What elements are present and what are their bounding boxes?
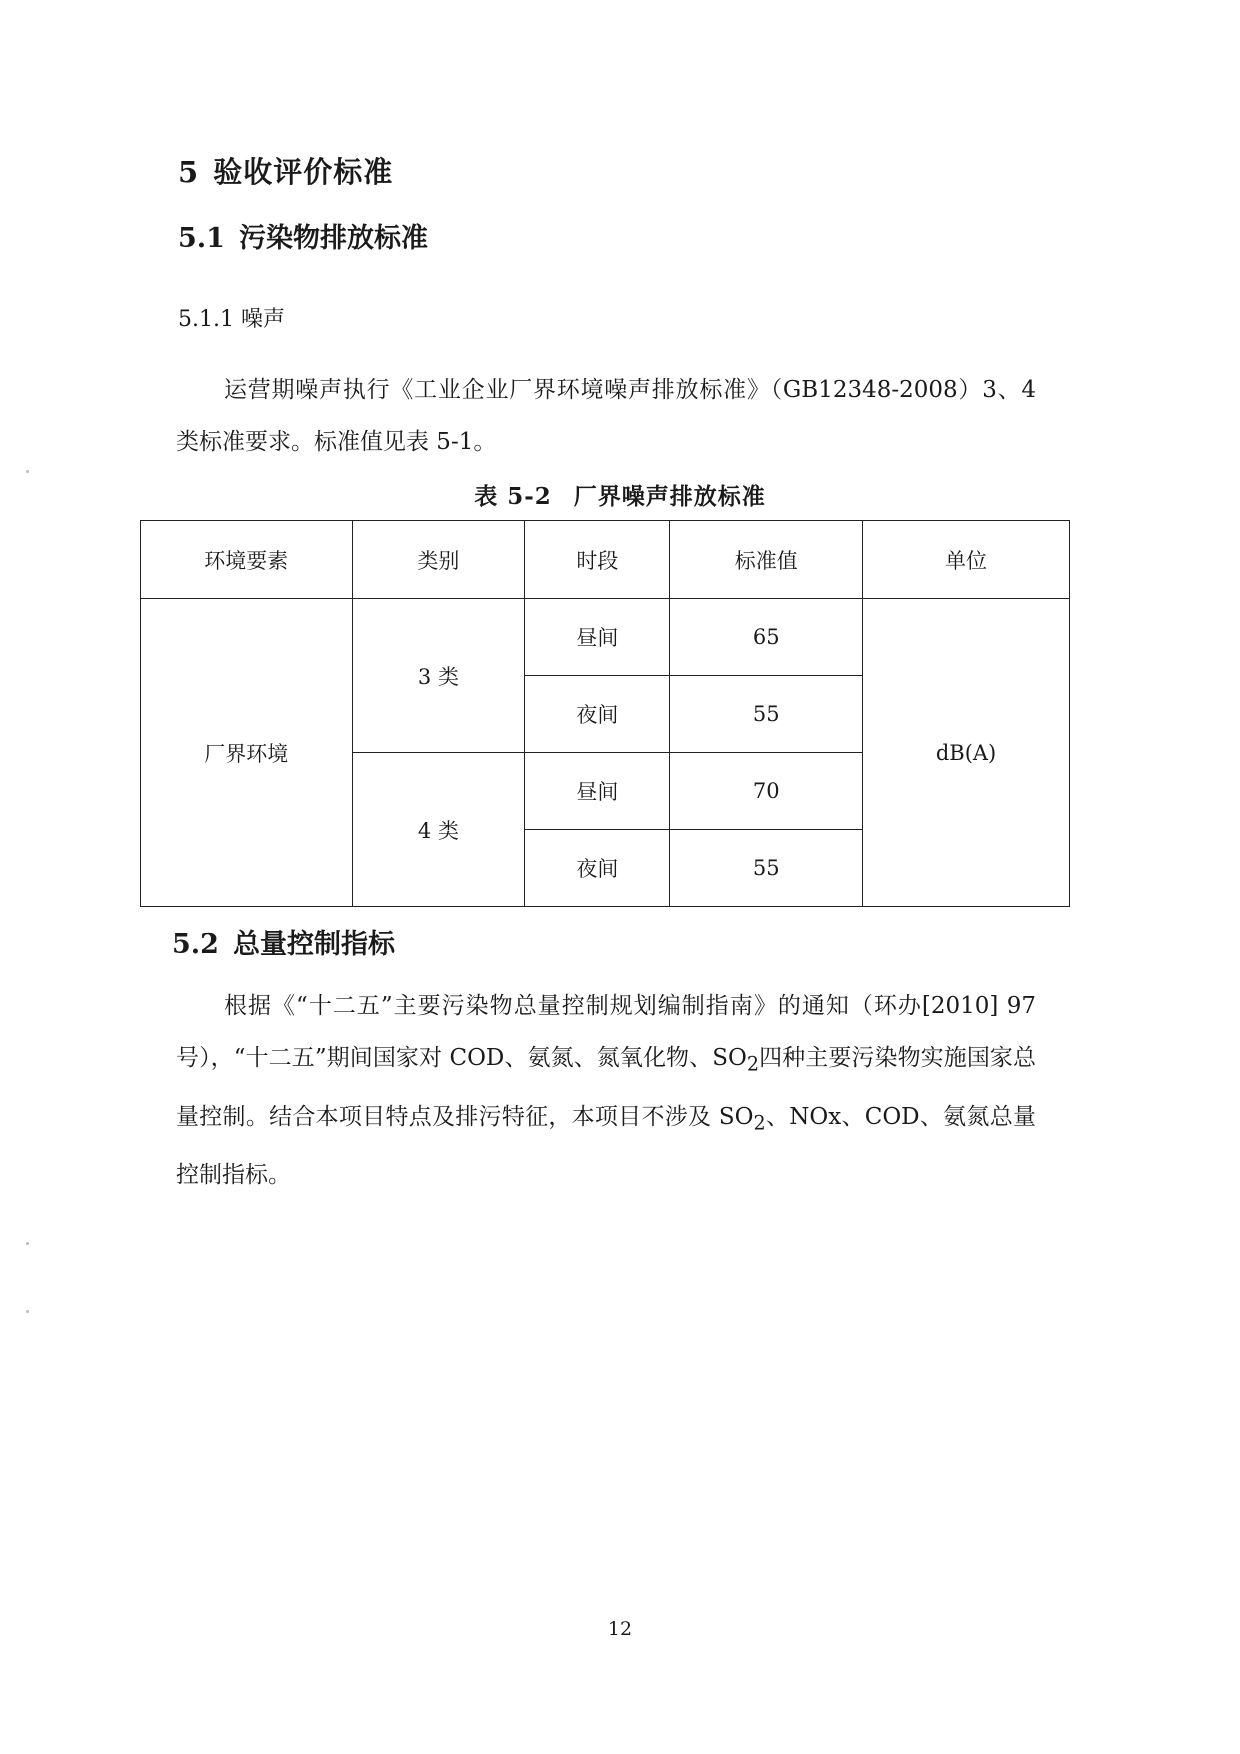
header-cell-unit: 单位 xyxy=(863,521,1070,599)
header-cell-category: 类别 xyxy=(352,521,525,599)
subsection-heading-5-1-1: 5.1.1 噪声 xyxy=(178,307,285,332)
cell-value: 70 xyxy=(670,753,863,830)
subscript: 2 xyxy=(753,1111,766,1135)
page-number: 12 xyxy=(607,1618,633,1640)
header-cell-value: 标准值 xyxy=(670,521,863,599)
cell-period: 夜间 xyxy=(525,676,670,753)
subscript: 2 xyxy=(746,1052,760,1076)
cell-period: 昼间 xyxy=(525,599,670,676)
cell-value: 65 xyxy=(670,599,863,676)
paragraph-text: 四种主要污染物实施国家总量控制。结合本项目特点及排污特征，本项目不涉及 SO xyxy=(176,1045,1036,1130)
chapter-number: 5 xyxy=(178,155,200,189)
total-control-paragraph xyxy=(176,980,1036,1201)
table-caption-number: 表 5-2 xyxy=(474,483,552,510)
cell-value: 55 xyxy=(670,676,863,753)
cell-unit: dB(A) xyxy=(863,599,1070,907)
chapter-heading xyxy=(178,150,393,191)
chapter-title: 验收评价标准 xyxy=(213,155,394,189)
section-number: 5.1 xyxy=(178,223,225,254)
paragraph-text: 、NOx、COD、氨氮总量控制指标。 xyxy=(176,1103,1036,1189)
cell-category: 4 类 xyxy=(352,753,525,907)
header-cell-element: 环境要素 xyxy=(141,521,353,599)
table-caption-title: 厂界噪声排放标准 xyxy=(573,483,766,510)
scan-speck xyxy=(26,1310,29,1313)
section-heading-5-1 xyxy=(178,216,428,255)
cell-category: 3 类 xyxy=(352,599,525,753)
paragraph-text: 根据《“十二五”主要污染物总量控制规划编制指南》的通知（环办[2010] 97 号），“十二五”期间国家对 COD、氨氮、氮氧化物、SO xyxy=(176,993,1036,1071)
section-title: 污染物排放标准 xyxy=(238,223,428,254)
scan-speck xyxy=(26,1242,29,1245)
cell-period: 昼间 xyxy=(525,753,670,830)
noise-standard-table xyxy=(140,520,1070,907)
table-header-row xyxy=(141,521,1070,599)
cell-element: 厂界环境 xyxy=(141,599,353,907)
cell-value: 55 xyxy=(670,830,863,907)
header-cell-period: 时段 xyxy=(525,521,670,599)
scan-speck xyxy=(26,470,29,473)
section-heading-5-2 xyxy=(172,922,395,961)
cell-period: 夜间 xyxy=(525,830,670,907)
section-number: 5.2 xyxy=(172,929,219,960)
table-caption xyxy=(0,478,1240,511)
noise-standard-paragraph: 运营期噪声执行《工业企业厂界环境噪声排放标准》（GB12348-2008）3、4 类标准要求。标准值见表 5-1。 xyxy=(176,377,1036,455)
table-row xyxy=(141,599,1070,676)
section-title: 总量控制指标 xyxy=(232,929,395,960)
